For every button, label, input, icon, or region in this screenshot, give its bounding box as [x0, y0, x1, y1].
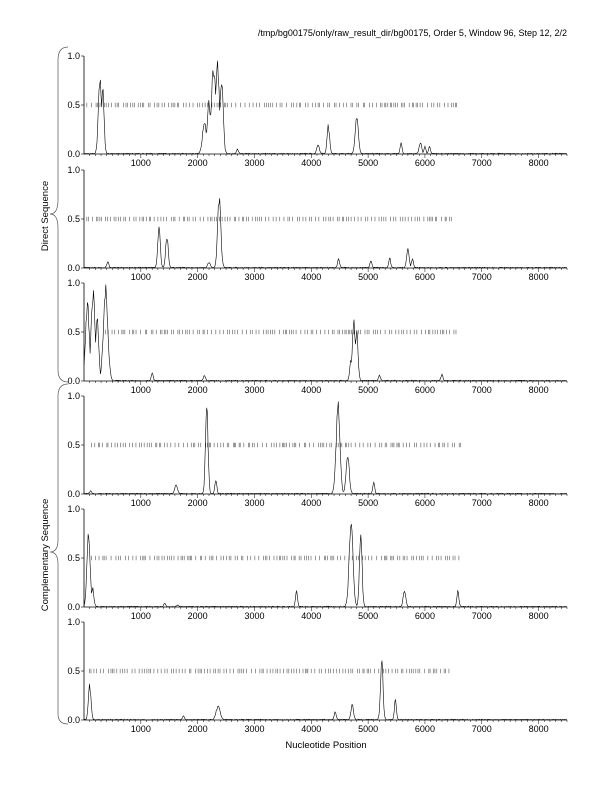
x-tick-label: 2000 [187, 498, 208, 508]
segment-marks [106, 330, 456, 334]
signal-line [84, 61, 567, 154]
x-tick-label: 1000 [130, 385, 151, 395]
x-tick-label: 3000 [244, 724, 265, 734]
x-tick-label: 3000 [244, 158, 265, 168]
x-tick-label: 7000 [471, 611, 492, 621]
x-tick-label: 4000 [301, 611, 322, 621]
segment-marks [91, 556, 459, 560]
x-tick-label: 5000 [358, 498, 379, 508]
y-tick-label: 0.5 [67, 440, 80, 450]
y-tick-label: 0.0 [67, 602, 80, 612]
x-tick-label: 8000 [528, 158, 549, 168]
x-axis-title: Nucleotide Position [285, 740, 367, 751]
x-tick-label: 7000 [471, 498, 492, 508]
x-tick-label: 1000 [130, 272, 151, 282]
signal-line [84, 524, 567, 607]
y-tick-label: 1.0 [67, 617, 80, 627]
x-tick-label: 3000 [244, 611, 265, 621]
x-tick-label: 2000 [187, 724, 208, 734]
y-tick-label: 0.5 [67, 327, 80, 337]
x-tick-label: 2000 [187, 385, 208, 395]
y-tick-label: 1.0 [67, 165, 80, 175]
y-tick-label: 1.0 [67, 51, 80, 61]
y-tick-label: 1.0 [67, 504, 80, 514]
y-tick-label: 0.5 [67, 553, 80, 563]
x-tick-label: 1000 [130, 158, 151, 168]
y-tick-label: 0.0 [67, 149, 80, 159]
figure-title: /tmp/bg00175/only/raw_result_dir/bg00175, Order 5, Window 96, Step 12, 2/2 [257, 28, 567, 38]
panel-4 [67, 391, 567, 508]
x-tick-label: 4000 [301, 385, 322, 395]
y-tick-label: 0.5 [67, 214, 80, 224]
panel-5 [67, 504, 567, 621]
x-tick-label: 7000 [471, 385, 492, 395]
x-tick-label: 3000 [244, 498, 265, 508]
segment-marks [87, 217, 451, 221]
x-tick-label: 2000 [187, 611, 208, 621]
x-tick-label: 2000 [187, 272, 208, 282]
direct-sequence-label: Direct Sequence [40, 180, 51, 252]
segment-marks [91, 443, 460, 447]
panel-1 [67, 51, 567, 168]
y-tick-label: 1.0 [67, 391, 80, 401]
chart-panels [67, 51, 567, 734]
panel-2 [67, 165, 567, 282]
x-tick-label: 8000 [528, 724, 549, 734]
x-tick-label: 8000 [528, 272, 549, 282]
y-tick-label: 0.0 [67, 263, 80, 273]
signal-line [84, 198, 567, 268]
y-tick-label: 0.0 [67, 376, 80, 386]
x-tick-label: 2000 [187, 158, 208, 168]
complementary-sequence-bracket [50, 384, 68, 724]
x-tick-label: 6000 [414, 385, 435, 395]
x-tick-label: 5000 [358, 272, 379, 282]
complementary-sequence-label: Complementary Sequence [40, 498, 51, 612]
x-tick-label: 7000 [471, 158, 492, 168]
y-tick-label: 0.0 [67, 715, 80, 725]
x-tick-label: 4000 [301, 272, 322, 282]
x-tick-label: 1000 [130, 498, 151, 508]
x-tick-label: 5000 [358, 385, 379, 395]
x-tick-label: 6000 [414, 498, 435, 508]
x-tick-label: 4000 [301, 158, 322, 168]
x-tick-label: 6000 [414, 724, 435, 734]
x-tick-label: 8000 [528, 611, 549, 621]
x-tick-label: 3000 [244, 385, 265, 395]
x-tick-label: 8000 [528, 498, 549, 508]
x-tick-label: 3000 [244, 272, 265, 282]
x-tick-label: 4000 [301, 724, 322, 734]
x-tick-label: 6000 [414, 158, 435, 168]
x-tick-label: 7000 [471, 724, 492, 734]
y-tick-label: 1.0 [67, 278, 80, 288]
x-tick-label: 8000 [528, 385, 549, 395]
x-tick-label: 5000 [358, 611, 379, 621]
x-tick-label: 1000 [130, 611, 151, 621]
segment-marks [90, 669, 449, 673]
panel-3 [67, 278, 567, 395]
x-tick-label: 1000 [130, 724, 151, 734]
signal-line [84, 402, 567, 495]
x-tick-label: 6000 [414, 272, 435, 282]
x-tick-label: 6000 [414, 611, 435, 621]
y-tick-label: 0.0 [67, 489, 80, 499]
x-tick-label: 4000 [301, 498, 322, 508]
y-tick-label: 0.5 [67, 100, 80, 110]
segment-marks [87, 103, 457, 107]
direct-sequence-bracket [50, 47, 68, 382]
x-tick-label: 5000 [358, 724, 379, 734]
x-tick-label: 7000 [471, 272, 492, 282]
y-tick-label: 0.5 [67, 666, 80, 676]
panel-6 [67, 617, 567, 734]
x-tick-label: 5000 [358, 158, 379, 168]
